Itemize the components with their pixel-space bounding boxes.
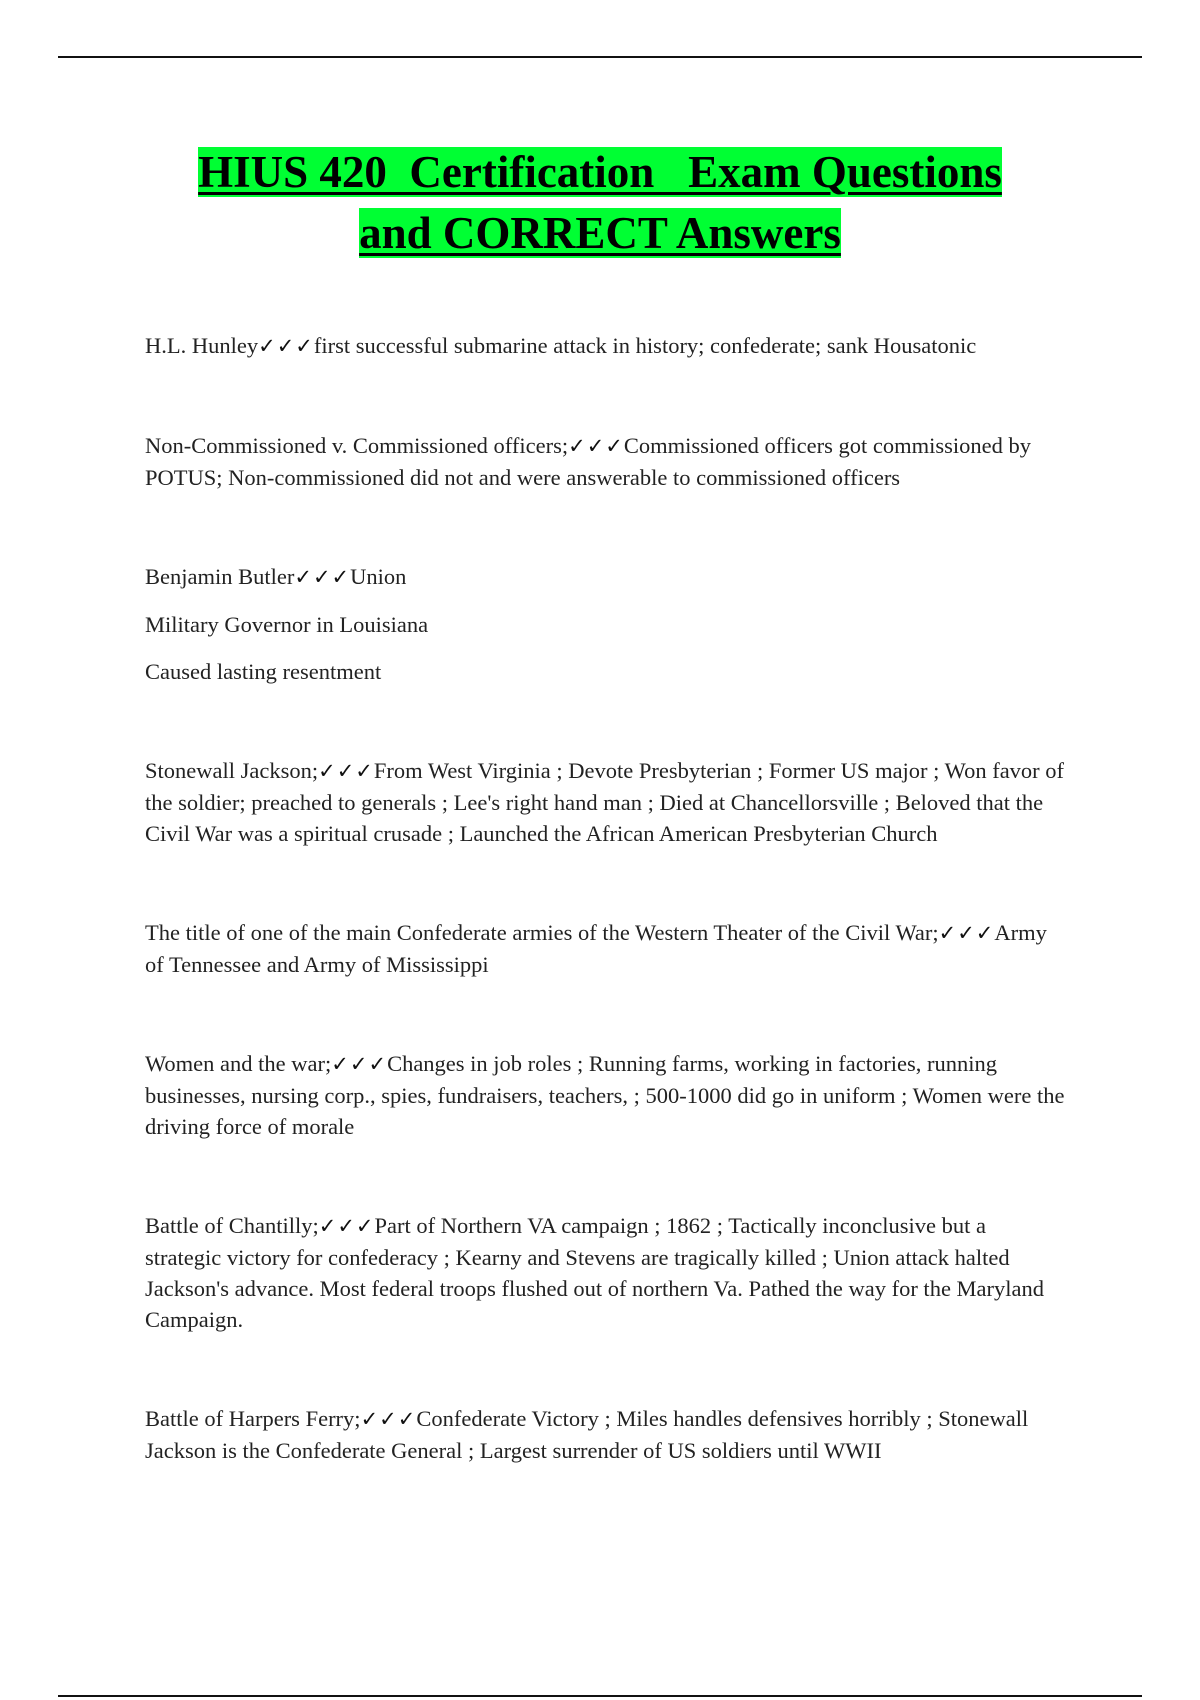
qa-entry — [145, 330, 1065, 362]
qa-text — [145, 1048, 1065, 1142]
qa-answer: From West Virginia ; Devote Presbyterian ; Former US major ; Won favor of the soldier; preached to generals ; Lee's right hand man ; Died at Chancellorsville ; Beloved that the Civil War was a spiritual crusade ; Launched the African American Presbyterian Church — [145, 758, 1065, 846]
qa-entry — [145, 1210, 1065, 1335]
check-mark-icon: ✓✓✓ — [360, 1407, 417, 1431]
check-mark-icon: ✓✓✓ — [568, 434, 624, 458]
qa-text — [145, 1403, 1065, 1466]
bottom-rule — [58, 1695, 1142, 1697]
qa-term: Stonewall Jackson; — [145, 758, 319, 783]
check-mark-icon: ✓✓✓ — [258, 334, 314, 358]
qa-answer: Army of Tennessee and Army of Mississippi — [145, 920, 1047, 977]
qa-term: Women and the war; — [145, 1051, 332, 1076]
qa-extra-line: Caused lasting resentment — [145, 659, 382, 684]
qa-answer: Changes in job roles ; Running farms, working in factories, running businesses, nursing corp., spies, fundraisers, teachers, ; 500-1000 did go in uniform ; Women were the driving force of morale — [145, 1051, 1065, 1139]
qa-entry — [145, 1048, 1065, 1142]
qa-entry — [145, 430, 1065, 493]
qa-answer: first successful submarine attack in history; confederate; sank Housatonic — [313, 333, 977, 358]
qa-extra-line: Military Governor in Louisiana — [145, 612, 429, 637]
page-title — [0, 142, 1200, 264]
qa-text — [145, 755, 1065, 849]
check-mark-icon: ✓✓✓ — [938, 921, 995, 945]
qa-answer: Part of Northern VA campaign ; 1862 ; Tactically inconclusive but a strategic victory for confederacy ; Kearny and Stevens are tragically killed ; Union attack halted Jackson's advance. Most federal troops flushed out of northern Va. Pathed the way for the Maryland Campaign. — [145, 1213, 1045, 1332]
check-mark-icon: ✓✓✓ — [318, 759, 374, 783]
qa-answer: Union — [350, 564, 407, 589]
qa-entry — [145, 561, 1065, 687]
qa-term: Battle of Chantilly; — [145, 1213, 319, 1238]
check-mark-icon: ✓✓✓ — [294, 565, 351, 589]
qa-entry — [145, 755, 1065, 849]
check-mark-icon: ✓✓✓ — [318, 1214, 375, 1238]
top-rule — [58, 56, 1142, 58]
check-mark-icon: ✓✓✓ — [331, 1052, 388, 1076]
qa-entry — [145, 1403, 1065, 1466]
qa-list — [145, 330, 1065, 1466]
qa-answer: Commissioned officers got commissioned by POTUS; Non-commissioned did not and were answerable to commissioned officers — [145, 433, 1031, 490]
qa-term: H.L. Hunley — [145, 333, 259, 358]
qa-entry — [145, 917, 1065, 980]
qa-term: Battle of Harpers Ferry; — [145, 1406, 361, 1431]
title-line-1: HIUS 420 Certification Exam Questions — [198, 147, 1002, 197]
qa-text — [145, 1210, 1065, 1335]
qa-term: The title of one of the main Confederate armies of the Western Theater of the Civil War; — [145, 920, 939, 945]
title-line-2: and CORRECT Answers — [359, 208, 841, 258]
qa-text — [145, 917, 1065, 980]
qa-text — [145, 330, 1065, 362]
qa-term: Benjamin Butler — [145, 564, 295, 589]
qa-answer: Confederate Victory ; Miles handles defensives horribly ; Stonewall Jackson is the Confederate General ; Largest surrender of US soldiers until WWII — [145, 1406, 1029, 1463]
qa-text — [145, 561, 1065, 593]
qa-text — [145, 430, 1065, 493]
qa-term: Non-Commissioned v. Commissioned officers; — [145, 433, 569, 458]
